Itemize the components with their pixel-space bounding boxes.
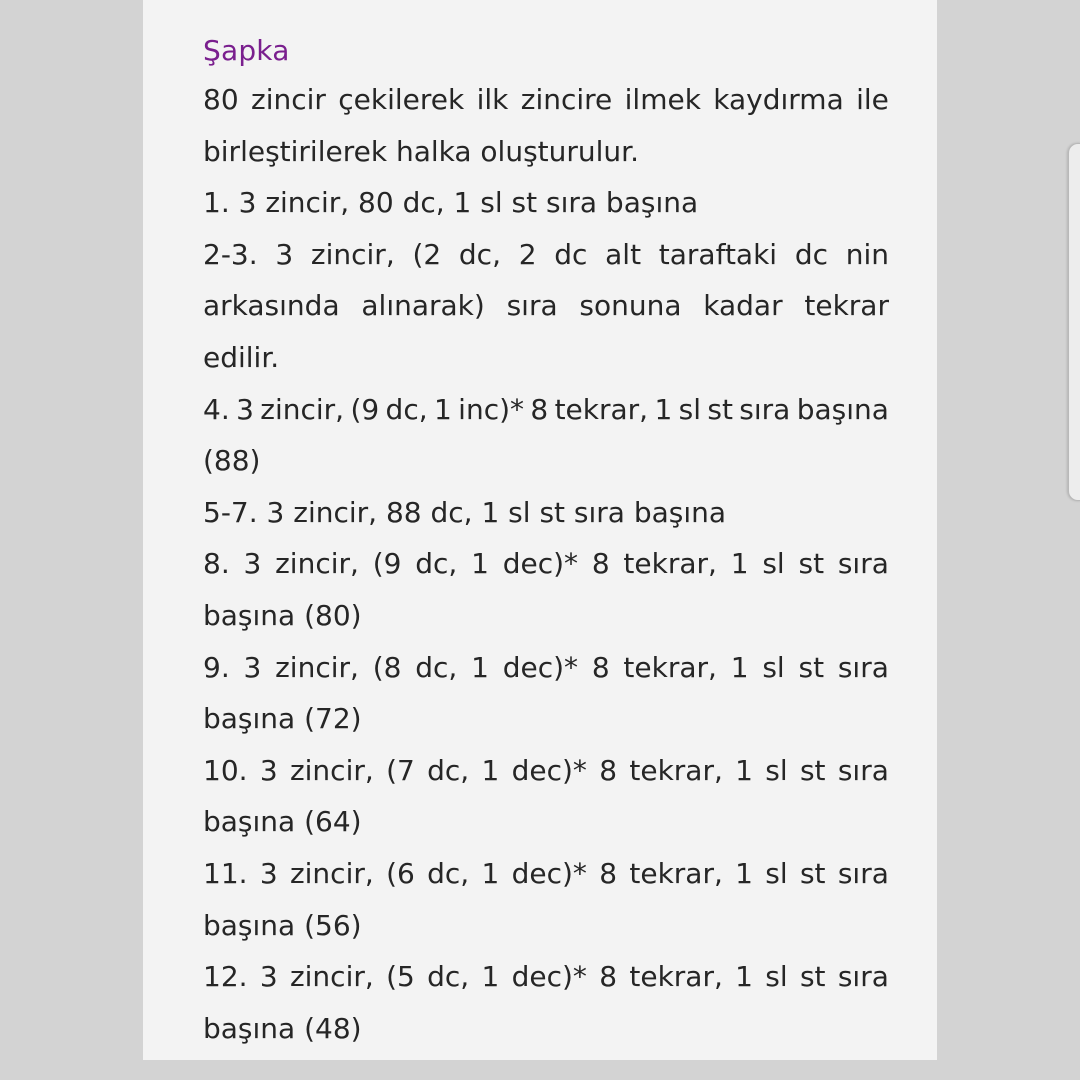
word: 1 — [471, 650, 489, 684]
word: tekrar, — [629, 856, 723, 890]
word: 1 — [481, 753, 500, 787]
word: dc, — [415, 547, 458, 581]
instruction-line — [203, 74, 889, 126]
word: sıra — [837, 856, 889, 890]
word: 2 — [518, 237, 537, 271]
scroll-handle[interactable] — [1068, 143, 1080, 501]
word: sonuna — [579, 289, 682, 323]
word: tekrar, — [623, 547, 717, 581]
word: dc — [794, 237, 828, 271]
instruction-line: başına (56) — [203, 908, 362, 942]
document-content — [203, 28, 889, 1054]
word: sl — [678, 392, 701, 426]
word: sl — [765, 856, 788, 890]
word: 1 — [471, 547, 489, 581]
word: tekrar, — [554, 392, 649, 426]
instruction-line: birleştirilerek halka oluşturulur. — [203, 134, 640, 168]
word: st — [799, 960, 826, 994]
word: ilk — [476, 83, 509, 116]
word: dc — [554, 237, 588, 271]
word: 3 — [259, 960, 278, 994]
word: zincir, — [289, 753, 374, 787]
word: 8 — [530, 392, 549, 426]
word: 80 — [203, 83, 239, 116]
word: 8 — [591, 650, 610, 684]
word: 2-3. — [203, 237, 258, 271]
word: taraftaki — [658, 237, 778, 271]
instruction-line: 5-7. 3 zincir, 88 dc, 1 sl st sıra başına — [203, 495, 727, 529]
word: 3 — [236, 392, 254, 426]
word: dc, — [458, 237, 501, 271]
word: inc)* — [458, 392, 525, 426]
word: ile — [856, 83, 889, 116]
word: dc, — [427, 753, 470, 787]
word: sıra — [837, 547, 889, 581]
word: dec)* — [511, 960, 587, 994]
word: dc, — [427, 856, 470, 890]
word: kaydırma — [713, 83, 844, 116]
document-title: Şapka — [203, 34, 290, 67]
word: 8 — [591, 547, 610, 581]
word: 9. — [203, 650, 230, 684]
word: st — [798, 547, 825, 581]
word: zincir, — [289, 856, 374, 890]
word: sl — [762, 650, 785, 684]
word: dec)* — [511, 856, 587, 890]
word: (9 — [350, 392, 380, 426]
word: (8 — [372, 650, 402, 684]
word: 10. — [203, 753, 248, 787]
word: zincir — [251, 83, 326, 116]
word: 1 — [735, 960, 753, 994]
word: sıra — [739, 392, 791, 426]
word: dc, — [385, 392, 428, 426]
instruction-line — [203, 229, 889, 281]
word: zincir, — [260, 392, 345, 426]
word: sıra — [837, 753, 889, 787]
instruction-line — [203, 538, 889, 590]
word: 3 — [243, 547, 262, 581]
word: 8 — [599, 753, 618, 787]
word: st — [799, 856, 826, 890]
instruction-line: 1. 3 zincir, 80 dc, 1 sl st sıra başına — [203, 186, 699, 220]
word: tekrar, — [623, 650, 717, 684]
word: arkasında — [203, 289, 340, 323]
word: 8 — [599, 960, 618, 994]
word: tekrar, — [629, 753, 723, 787]
word: ilmek — [624, 83, 701, 116]
word: 1 — [730, 650, 749, 684]
word: 12. — [203, 960, 248, 994]
word: sıra — [837, 960, 889, 994]
word: 1 — [730, 547, 749, 581]
instruction-list — [203, 74, 889, 1054]
word: st — [798, 650, 825, 684]
instruction-line — [203, 848, 889, 900]
word: st — [707, 392, 733, 426]
word: (6 — [386, 856, 415, 890]
word: (2 — [412, 237, 442, 271]
word: kadar — [703, 289, 783, 323]
instruction-line — [203, 745, 889, 797]
word: 1 — [481, 856, 500, 890]
document-card — [143, 0, 937, 1060]
word: zincir, — [275, 547, 359, 581]
word: sıra — [506, 289, 558, 323]
word: sl — [765, 753, 788, 787]
instruction-line — [203, 951, 889, 1003]
word: çekilerek — [338, 83, 465, 116]
word: 1 — [735, 753, 753, 787]
word: 1 — [654, 392, 673, 426]
word: (5 — [386, 960, 415, 994]
instruction-line: başına (72) — [203, 702, 362, 736]
instruction-line: başına (64) — [203, 805, 362, 839]
word: 1 — [481, 960, 500, 994]
word: 11. — [203, 856, 248, 890]
word: başına — [796, 392, 889, 426]
instruction-line: edilir. — [203, 340, 280, 374]
word: sl — [765, 960, 788, 994]
word: dec)* — [502, 650, 579, 684]
word: alt — [605, 237, 642, 271]
instruction-line: başına (80) — [203, 598, 362, 632]
word: zincire — [520, 83, 613, 116]
word: zincir, — [310, 237, 395, 271]
word: zincir, — [289, 960, 374, 994]
instruction-line — [203, 642, 889, 694]
instruction-line: (88) — [203, 444, 261, 478]
word: dec)* — [511, 753, 587, 787]
word: 3 — [243, 650, 262, 684]
word: 4. — [203, 392, 230, 426]
word: alınarak) — [361, 289, 485, 323]
word: 3 — [259, 753, 278, 787]
instruction-line — [203, 384, 889, 436]
word: 1 — [433, 392, 452, 426]
word: 8. — [203, 547, 230, 581]
word: dc, — [427, 960, 470, 994]
word: 1 — [735, 856, 753, 890]
word: 8 — [599, 856, 618, 890]
word: zincir, — [275, 650, 359, 684]
word: sıra — [837, 650, 889, 684]
word: tekrar, — [629, 960, 723, 994]
word: sl — [762, 547, 785, 581]
instruction-line: başına (48) — [203, 1011, 362, 1045]
word: dc, — [415, 650, 458, 684]
word: (7 — [386, 753, 415, 787]
word: (9 — [372, 547, 402, 581]
word: 3 — [275, 237, 294, 271]
word: tekrar — [804, 289, 889, 323]
word: 3 — [259, 856, 278, 890]
word: st — [799, 753, 826, 787]
word: dec)* — [502, 547, 579, 581]
instruction-line — [203, 280, 889, 332]
word: nin — [845, 237, 889, 271]
